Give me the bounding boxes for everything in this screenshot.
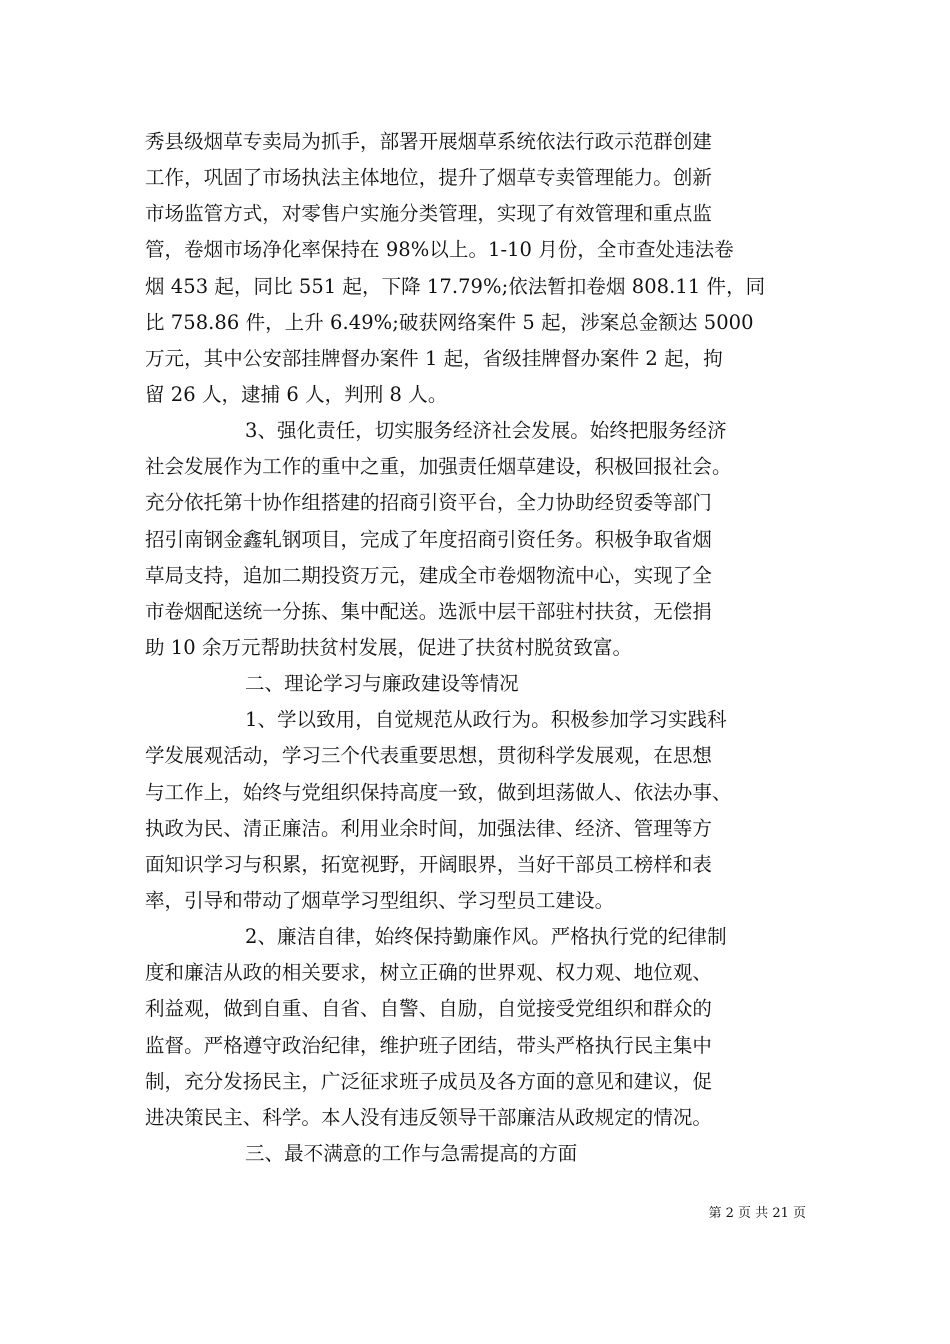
text-line: 比 758.86 件，上升 6.49%;破获网络案件 5 起，涉案总金额达 5000: [145, 310, 754, 334]
text-line: 进决策民主、科学。本人没有违反领导干部廉洁从政规定的情况。: [145, 1105, 712, 1129]
text-line: 制，充分发扬民主，广泛征求班子成员及各方面的意见和建议，促: [145, 1069, 712, 1093]
text-line: 助 10 余万元帮助扶贫村发展，促进了扶贫村脱贫致富。: [145, 635, 633, 659]
paragraph-integrity: [145, 919, 805, 1136]
text-line: 与工作上，始终与党组织保持高度一致，做到坦荡做人、依法办事、: [145, 780, 732, 804]
text-line: 市卷烟配送统一分拣、集中配送。选派中层干部驻村扶贫，无偿捐: [145, 599, 712, 623]
text-line: 社会发展作为工作的重中之重，加强责任烟草建设，积极回报社会。: [145, 455, 732, 479]
text-line: 招引南钢金鑫轧钢项目，完成了年度招商引资任务。积极争取省烟: [145, 527, 712, 551]
section-heading-improvements: 三、最不满意的工作与急需提高的方面: [245, 1141, 578, 1165]
text-line: 执政为民、清正廉洁。利用业余时间，加强法律、经济、管理等方: [145, 816, 712, 840]
text-line: 面知识学习与积累，拓宽视野，开阔眼界，当好干部员工榜样和表: [145, 852, 712, 876]
text-line: 工作，巩固了市场执法主体地位，提升了烟草专卖管理能力。创新: [145, 166, 712, 190]
page-number-footer: 第 2 页 共 21 页: [708, 1206, 806, 1221]
text-line: 烟 453 起，同比 551 起，下降 17.79%;依法暂扣卷烟 808.11 件，同: [145, 274, 766, 298]
text-line: 2、廉洁自律，始终保持勤廉作风。严格执行党的纪律制: [245, 925, 727, 949]
text-line: 充分依托第十协作组搭建的招商引资平台，全力协助经贸委等部门: [145, 491, 712, 515]
text-line: 市场监管方式，对零售户实施分类管理，实现了有效管理和重点监: [145, 202, 712, 226]
section-heading-theory-study: 二、理论学习与廉政建设等情况: [245, 672, 519, 696]
text-line: 率，引导和带动了烟草学习型组织、学习型员工建设。: [145, 888, 615, 912]
text-line: 监督。严格遵守政治纪律，维护班子团结，带头严格执行民主集中: [145, 1033, 712, 1057]
text-line: 度和廉洁从政的相关要求，树立正确的世界观、权力观、地位观、: [145, 961, 712, 985]
text-line: 管，卷烟市场净化率保持在 98%以上。1-10 月份，全市查处违法卷: [145, 238, 734, 262]
text-line: 秀县级烟草专卖局为抓手，部署开展烟草系统依法行政示范群创建: [145, 130, 712, 153]
document-body: [145, 124, 805, 1172]
paragraph-study-application: [145, 702, 805, 919]
text-line: 学发展观活动，学习三个代表重要思想，贯彻科学发展观，在思想: [145, 744, 712, 768]
paragraph-responsibility: [145, 413, 805, 666]
text-line: 3、强化责任，切实服务经济社会发展。始终把服务经济: [245, 419, 727, 443]
text-line: 留 26 人，逮捕 6 人，判刑 8 人。: [145, 382, 448, 406]
text-line: 1、学以致用，自觉规范从政行为。积极参加学习实践科: [245, 708, 727, 732]
text-line: 草局支持，追加二期投资万元，建成全市卷烟物流中心，实现了全: [145, 563, 712, 587]
paragraph-enforcement-results: [145, 124, 805, 413]
text-line: 万元，其中公安部挂牌督办案件 1 起，省级挂牌督办案件 2 起，拘: [145, 346, 723, 370]
text-line: 利益观，做到自重、自省、自警、自励，自觉接受党组织和群众的: [145, 997, 712, 1021]
